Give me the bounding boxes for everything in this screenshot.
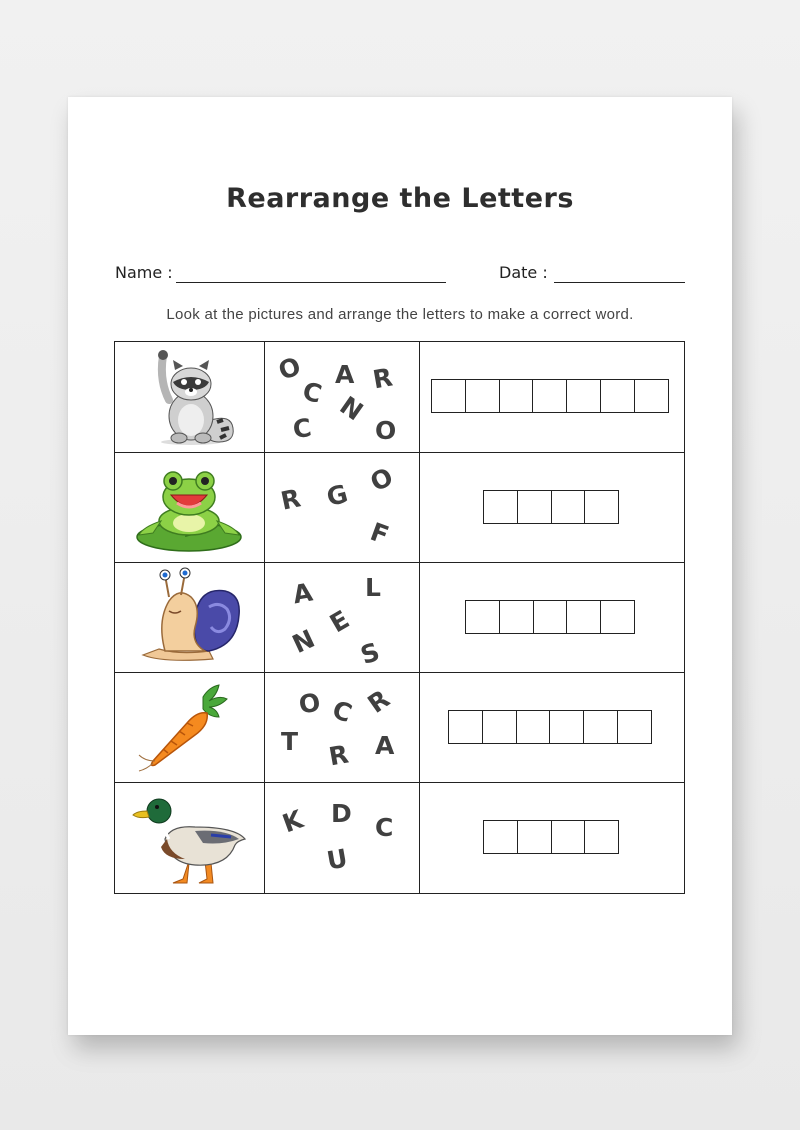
scrambled-letters-cell <box>265 342 420 452</box>
answer-boxes <box>483 490 619 524</box>
answer-boxes <box>465 600 635 634</box>
answer-boxes <box>431 379 669 413</box>
raccoon-picture <box>125 346 255 448</box>
answer-box[interactable] <box>431 379 466 413</box>
scrambled-letter: C <box>328 694 356 729</box>
scrambled-letter: R <box>326 739 351 772</box>
scrambled-letter: L <box>365 573 381 602</box>
scrambled-letter: G <box>323 478 351 513</box>
answer-boxes <box>448 710 652 744</box>
answer-box[interactable] <box>499 600 534 634</box>
answer-box[interactable] <box>584 820 619 854</box>
answer-box[interactable] <box>533 600 568 634</box>
scrambled-letter: F <box>366 516 393 551</box>
puzzle-row-raccoon <box>115 342 684 452</box>
worksheet-title: Rearrange the Letters <box>226 183 574 214</box>
answer-cell <box>420 563 684 673</box>
answer-box[interactable] <box>617 710 652 744</box>
scrambled-letter: T <box>281 727 299 756</box>
answer-box[interactable] <box>516 710 551 744</box>
scrambled-letters-cell <box>265 563 420 673</box>
puzzle-row-duck <box>115 782 684 893</box>
answer-box[interactable] <box>549 710 584 744</box>
answer-box[interactable] <box>483 820 518 854</box>
answer-box[interactable] <box>584 490 619 524</box>
scrambled-letter: C <box>375 813 394 842</box>
puzzle-row-frog <box>115 452 684 563</box>
scrambled-letter: O <box>274 351 305 386</box>
answer-box[interactable] <box>634 379 669 413</box>
frog-picture <box>125 457 255 559</box>
instruction-text: Look at the pictures and arrange the letters to make a correct word. <box>166 306 634 323</box>
picture-cell <box>115 563 265 673</box>
answer-box[interactable] <box>583 710 618 744</box>
answer-box[interactable] <box>566 379 601 413</box>
answer-cell <box>420 673 684 783</box>
snail-picture <box>125 567 255 669</box>
answer-box[interactable] <box>499 379 534 413</box>
answer-box[interactable] <box>448 710 483 744</box>
answer-box[interactable] <box>600 600 635 634</box>
scrambled-letter: D <box>331 799 352 828</box>
answer-box[interactable] <box>551 820 586 854</box>
scrambled-letters-cell <box>265 673 420 783</box>
answer-box[interactable] <box>482 710 517 744</box>
puzzle-row-carrot <box>115 672 684 783</box>
scrambled-letter: O <box>375 416 397 445</box>
date-label: Date : <box>499 263 548 282</box>
picture-cell <box>115 673 265 783</box>
answer-box[interactable] <box>483 490 518 524</box>
answer-cell <box>420 783 684 893</box>
scrambled-letter: A <box>335 360 355 389</box>
answer-box[interactable] <box>551 490 586 524</box>
scrambled-letter: O <box>296 687 323 720</box>
answer-boxes <box>483 820 619 854</box>
scrambled-letter: O <box>365 461 398 498</box>
scrambled-letter: R <box>278 483 304 516</box>
worksheet-page <box>68 97 732 1035</box>
scrambled-letter: U <box>324 843 350 876</box>
scrambled-letter: K <box>278 804 307 839</box>
name-line[interactable] <box>176 282 446 283</box>
answer-box[interactable] <box>600 379 635 413</box>
scrambled-letter: E <box>324 604 355 639</box>
scrambled-letters-cell <box>265 783 420 893</box>
picture-cell <box>115 783 265 893</box>
puzzle-row-snail <box>115 562 684 673</box>
scrambled-letter: A <box>375 731 395 760</box>
carrot-picture <box>125 677 255 779</box>
answer-box[interactable] <box>517 820 552 854</box>
scrambled-letter: N <box>287 623 320 660</box>
scrambled-letter: R <box>370 362 395 395</box>
answer-box[interactable] <box>566 600 601 634</box>
answer-box[interactable] <box>517 490 552 524</box>
date-line[interactable] <box>554 282 685 283</box>
answer-box[interactable] <box>532 379 567 413</box>
scrambled-letter: C <box>299 376 325 409</box>
scrambled-letter: C <box>291 412 314 445</box>
answer-box[interactable] <box>465 600 500 634</box>
answer-cell <box>420 342 684 452</box>
duck-picture <box>125 787 255 889</box>
answer-box[interactable] <box>465 379 500 413</box>
picture-cell <box>115 342 265 452</box>
scrambled-letter: A <box>290 577 315 610</box>
scrambled-letter: N <box>334 390 369 427</box>
scrambled-letter: R <box>362 684 395 719</box>
puzzle-table <box>114 341 685 894</box>
name-label: Name : <box>115 263 173 282</box>
scrambled-letter: S <box>356 636 384 671</box>
scrambled-letters-cell <box>265 453 420 563</box>
picture-cell <box>115 453 265 563</box>
answer-cell <box>420 453 684 563</box>
